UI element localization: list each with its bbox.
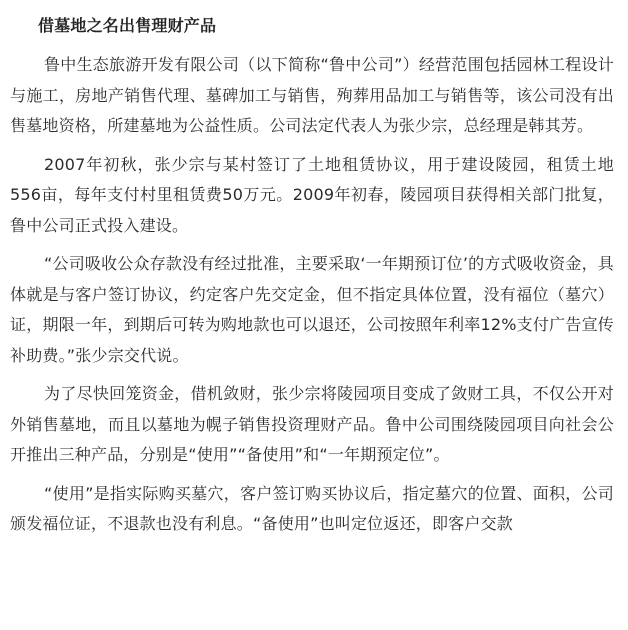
article-paragraph-1: 鲁中生态旅游开发有限公司（以下简称“鲁中公司”）经营范围包括园林工程设计与施工，房地产销售代理、墓碑加工与销售，殉葬用品加工与销售等，该公司没有出售墓地资格，所建墓地为公益性质。公司法定代表人为张少宗，总经理是韩其芳。 bbox=[10, 55, 614, 135]
article-paragraph-3: “公司吸收公众存款没有经过批准，主要采取‘一年期预订位’的方式吸收资金，具体就是与客户签订协议，约定客户先交定金，但不指定具体位置，没有福位（墓穴）证，期限一年，到期后可转为购地款也可以退还，公司按照年利率12%支付广告宣传补助费。”张少宗交代说。 bbox=[10, 254, 614, 365]
article-paragraph-4: 为了尽快回笼资金，借机敛财，张少宗将陵园项目变成了敛财工具，不仅公开对外销售墓地，而且以墓地为幌子销售投资理财产品。鲁中公司围绕陵园项目向社会公开推出三种产品，分别是“使用”“备使用”和“一年期预定位”。 bbox=[10, 384, 614, 464]
article-paragraph-2: 2007年初秋，张少宗与某村签订了土地租赁协议，用于建设陵园，租赁土地556亩，每年支付村里租赁费50万元。2009年初春，陵园项目获得相关部门批复，鲁中公司正式投入建设。 bbox=[10, 154, 614, 235]
article-title: 借墓地之名出售理财产品 bbox=[38, 16, 217, 35]
article bbox=[10, 0, 614, 548]
article-paragraph-5: “使用”是指实际购买墓穴，客户签订购买协议后，指定墓穴的位置、面积，公司颁发福位证，不退款也没有利息。“备使用”也叫定位返还，即客户交款 bbox=[10, 483, 614, 533]
